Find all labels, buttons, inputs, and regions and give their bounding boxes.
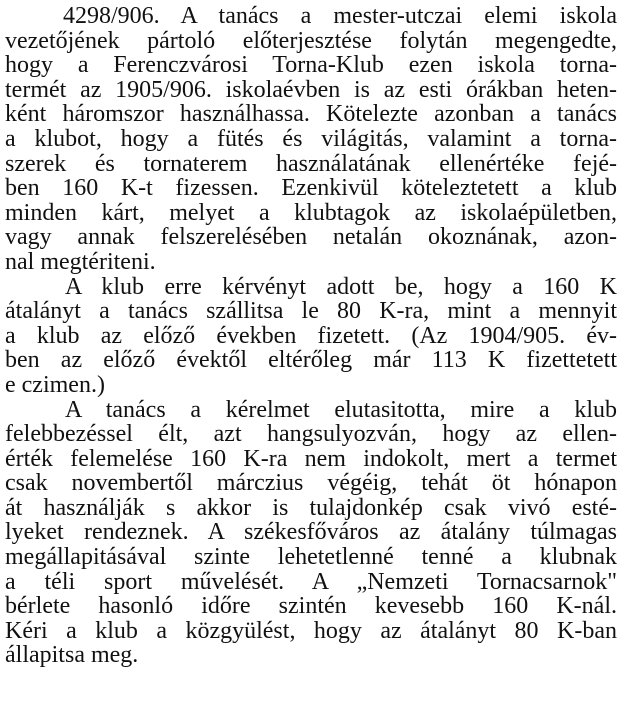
text-line: minden kárt, melyet a klubtagok az iskolaépületben, [5, 199, 617, 226]
paragraph-2 [5, 275, 617, 398]
text-line: a téli sport művelését. A „Nemzeti Tornacsarnok" [5, 568, 617, 595]
text-line: a klubot, hogy a fütés és világitás, valamint a torna- [5, 125, 617, 152]
text-line: át használják s akkor is tulajdonkép csak vivó esté- [5, 494, 617, 521]
paragraph-3 [5, 398, 617, 669]
text-line: ként háromszor használhassa. Kötelezte azonban a tanács [5, 101, 617, 128]
text-line: lyeket rendeznek. A székesfőváros az átalány túlmagas [5, 519, 617, 546]
text-line: bérlete hasonló időre szintén kevesebb 160 K-nál. [5, 593, 617, 620]
paragraph-1 [5, 4, 617, 275]
text-line: A tanács a kérelmet elutasitotta, mire a klub [65, 396, 617, 423]
text-line: érték felemelése 160 K-ra nem indokolt, mert a termet [5, 445, 617, 472]
text-line: termét az 1905/906. iskolaévben is az esti órákban heten- [5, 76, 617, 103]
document-page [5, 4, 617, 668]
text-line: nal megtériteni. [5, 248, 156, 275]
text-line: szerek és tornaterem használatának ellenértéke fejé- [5, 150, 617, 177]
text-line: Kéri a klub a közgyülést, hogy az átalányt 80 K-ban [5, 617, 617, 644]
text-line: vagy annak felszerelésében netalán okoznának, azon- [5, 224, 617, 251]
text-line: átalányt a tanács szállitsa le 80 K-ra, mint a mennyit [5, 298, 617, 325]
text-line: A klub erre kérvényt adott be, hogy a 160 K [65, 273, 617, 300]
text-line: állapitsa meg. [5, 642, 139, 669]
text-line: 4298/906. A tanács a mester-utczai elemi iskola [63, 3, 617, 29]
text-line: ben az előző évektől eltérőleg már 113 K fizettetett [5, 347, 617, 374]
text-line: megállapitásával szinte lehetetlenné tenné a klubnak [5, 544, 617, 571]
text-line: e czimen.) [5, 371, 105, 398]
text-line: felebbezéssel élt, azt hangsulyozván, hogy az ellen- [5, 421, 617, 448]
text-line: a klub az előző években fizetett. (Az 1904/905. év- [5, 322, 617, 349]
text-line: vezetőjének pártoló előterjesztése folytán megengedte, [5, 27, 617, 54]
text-line: csak novembertől márczius végéig, tehát öt hónapon [5, 470, 617, 497]
text-line: ben 160 K-t fizessen. Ezenkivül köteleztetett a klub [5, 175, 617, 202]
text-line: hogy a Ferenczvárosi Torna-Klub ezen iskola torna- [5, 52, 617, 79]
